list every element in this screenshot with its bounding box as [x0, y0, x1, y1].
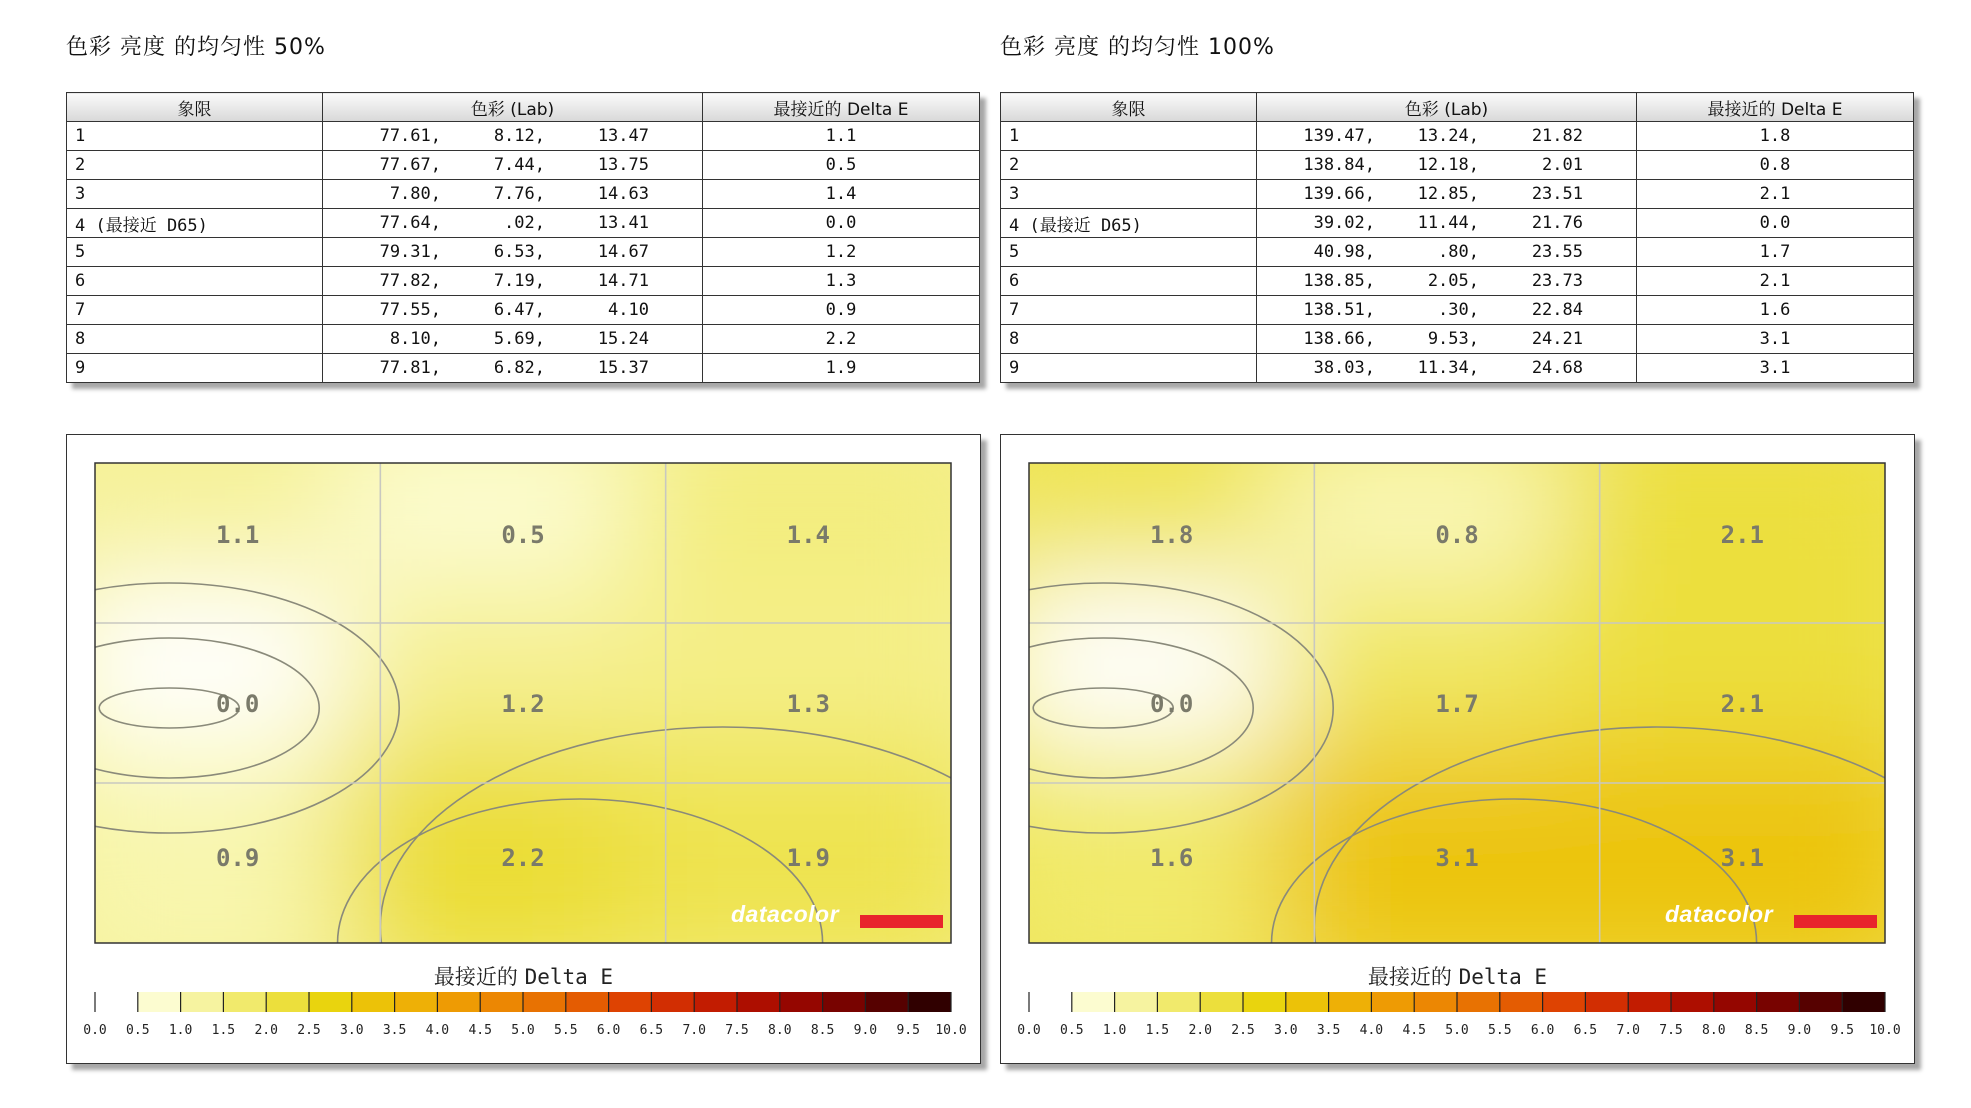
table-header-row [1001, 93, 1914, 122]
cell-value-label: 1.1 [215, 521, 260, 549]
legend-tick-label: 6.5 [1573, 1023, 1598, 1038]
table-row [1001, 180, 1914, 209]
lab-a: 2.05, [1427, 271, 1479, 291]
legend-swatch [1243, 992, 1286, 1012]
lab-b: 21.82 [1531, 126, 1583, 146]
panel-title-100: 色彩 亮度 的均匀性 100% [1000, 35, 1275, 60]
cell-quadrant: 4 (最接近 D65) [1001, 209, 1257, 238]
cell-lab [1257, 151, 1637, 180]
cell-delta-e: 1.4 [703, 180, 980, 209]
cell-quadrant: 8 [1001, 325, 1257, 354]
cell-lab [1257, 325, 1637, 354]
legend-colorbar [95, 992, 952, 1012]
cell-quadrant: 4 (最接近 D65) [67, 209, 323, 238]
cell-delta-e: 2.2 [703, 325, 980, 354]
lab-b: 23.73 [1531, 271, 1583, 291]
lab-b: 13.47 [597, 126, 649, 146]
lab-b: 15.24 [597, 329, 649, 349]
panel-title-50: 色彩 亮度 的均匀性 50% [66, 35, 326, 60]
cell-quadrant: 5 [67, 238, 323, 267]
datacolor-logo: datacolor [731, 901, 840, 927]
header-quadrant: 象限 [1001, 93, 1257, 122]
legend-tick-label: 0.5 [1060, 1023, 1084, 1038]
legend-swatch [1414, 992, 1457, 1012]
cell-quadrant: 6 [67, 267, 323, 296]
cell-quadrant: 1 [1001, 122, 1257, 151]
lab-b: 14.67 [597, 242, 649, 262]
cell-value-label: 2.2 [501, 844, 545, 872]
datacolor-logo-bar [860, 915, 943, 928]
lab-a: 9.53, [1427, 329, 1479, 349]
legend-swatch [780, 992, 823, 1012]
legend-swatch [309, 992, 352, 1012]
lab-b: 13.41 [597, 213, 649, 233]
lab-a: .02, [504, 213, 545, 233]
legend-tick-label: 5.5 [554, 1023, 578, 1038]
lab-l: 77.82, [379, 271, 441, 291]
cell-value-label: 0.5 [501, 521, 545, 549]
legend-tick-label: 9.5 [896, 1023, 920, 1038]
cell-value-label: 2.1 [1720, 690, 1765, 718]
legend-swatch [1585, 992, 1628, 1012]
legend-title-cn: 最接近的 [433, 965, 518, 989]
legend-swatch [1500, 992, 1543, 1012]
lab-a: 7.76, [493, 184, 545, 204]
cell-lab [323, 209, 703, 238]
cell-delta-e: 0.8 [1637, 151, 1914, 180]
heatmap-panel-50 [66, 434, 981, 1064]
legend-tick-label: 1.0 [168, 1023, 193, 1038]
lab-table-100 [1000, 92, 1914, 383]
cell-delta-e: 2.1 [1637, 180, 1914, 209]
table-row [67, 354, 980, 383]
header-quadrant: 象限 [67, 93, 323, 122]
table-row [67, 209, 980, 238]
cell-value-label: 1.6 [1149, 844, 1194, 872]
lab-l: 138.51, [1303, 300, 1375, 320]
heatmap-panel-100 [1000, 434, 1915, 1064]
lab-b: 15.37 [597, 358, 649, 378]
cell-lab [323, 180, 703, 209]
cell-value-label: 1.3 [786, 690, 831, 718]
legend-swatch [908, 992, 951, 1012]
table-row [67, 151, 980, 180]
cell-value-label: 3.1 [1720, 844, 1765, 872]
cell-delta-e: 1.3 [703, 267, 980, 296]
lab-l: 139.66, [1303, 184, 1375, 204]
lab-b: 14.71 [597, 271, 649, 291]
legend-tick-label: 3.0 [340, 1023, 364, 1038]
legend-tick-label: 1.5 [211, 1023, 236, 1038]
legend-tick-label: 0.0 [1017, 1023, 1041, 1038]
cell-quadrant: 5 [1001, 238, 1257, 267]
datacolor-logo-bar [1794, 915, 1877, 928]
table-header-row [67, 93, 980, 122]
legend-swatch [566, 992, 609, 1012]
cell-quadrant: 3 [67, 180, 323, 209]
legend-swatch [1115, 992, 1158, 1012]
legend-tick-label: 4.5 [1402, 1023, 1426, 1038]
legend-swatch [1457, 992, 1500, 1012]
lab-l: 8.10, [389, 329, 441, 349]
legend-tick-label: 10.0 [1869, 1023, 1901, 1038]
cell-lab [1257, 296, 1637, 325]
legend-tick-label: 3.0 [1274, 1023, 1298, 1038]
datacolor-logo: datacolor [1665, 901, 1774, 927]
legend-tick-label: 7.0 [1616, 1023, 1640, 1038]
header-lab: 色彩 (Lab) [1257, 93, 1637, 122]
legend-swatch [1029, 992, 1072, 1012]
legend-tick-label: 6.0 [1530, 1023, 1555, 1038]
legend-swatch [395, 992, 438, 1012]
legend-tick-label: 1.5 [1145, 1023, 1170, 1038]
cell-value-label: 0.8 [1435, 521, 1479, 549]
legend-swatch [823, 992, 866, 1012]
legend-swatch [1072, 992, 1115, 1012]
cell-delta-e: 0.0 [1637, 209, 1914, 238]
lab-table-50 [66, 92, 980, 383]
cell-lab [323, 238, 703, 267]
legend-swatch [523, 992, 566, 1012]
legend-tick-label: 4.0 [1359, 1023, 1384, 1038]
lab-l: 79.31, [379, 242, 441, 262]
cell-value-label: 1.9 [786, 844, 831, 872]
lab-l: 7.80, [389, 184, 441, 204]
legend-swatch [1628, 992, 1671, 1012]
lab-a: 11.44, [1417, 213, 1479, 233]
lab-a: 12.18, [1417, 155, 1479, 175]
legend-tick-label: 7.5 [1659, 1023, 1683, 1038]
legend-tick-label: 5.0 [1445, 1023, 1469, 1038]
legend-swatch [223, 992, 266, 1012]
legend-tick-label: 9.0 [1787, 1023, 1812, 1038]
lab-b: 24.21 [1531, 329, 1583, 349]
legend-tick-label: 0.5 [126, 1023, 150, 1038]
cell-delta-e: 2.1 [1637, 267, 1914, 296]
legend-tick-label: 7.5 [725, 1023, 749, 1038]
lab-a: .30, [1438, 300, 1479, 320]
header-delta-e: 最接近的 Delta E [703, 93, 980, 122]
lab-l: 39.02, [1313, 213, 1375, 233]
table-row [1001, 267, 1914, 296]
cell-delta-e: 0.9 [703, 296, 980, 325]
header-delta-e: 最接近的 Delta E [1637, 93, 1914, 122]
lab-a: 7.19, [493, 271, 545, 291]
legend-tick-label: 6.5 [639, 1023, 664, 1038]
legend-tick-label: 2.0 [1188, 1023, 1212, 1038]
legend-tick-label: 8.5 [1744, 1023, 1769, 1038]
legend-tick-label: 8.5 [810, 1023, 835, 1038]
table-row [1001, 325, 1914, 354]
cell-lab [323, 325, 703, 354]
legend-swatch [651, 992, 694, 1012]
legend-swatch [266, 992, 309, 1012]
cell-lab [1257, 209, 1637, 238]
table-row [67, 180, 980, 209]
cell-lab [323, 151, 703, 180]
legend-tick-label: 3.5 [1316, 1023, 1341, 1038]
lab-b: 21.76 [1531, 213, 1583, 233]
table-row [1001, 238, 1914, 267]
table-row [1001, 122, 1914, 151]
lab-l: 77.81, [379, 358, 441, 378]
cell-lab [1257, 180, 1637, 209]
legend-swatch [138, 992, 181, 1012]
legend-swatch [1757, 992, 1800, 1012]
cell-lab [323, 296, 703, 325]
table-row [67, 267, 980, 296]
legend-colorbar [1029, 992, 1886, 1012]
legend-tick-label: 3.5 [382, 1023, 407, 1038]
cell-lab [1257, 354, 1637, 383]
lab-l: 139.47, [1303, 126, 1375, 146]
legend-swatch [1543, 992, 1586, 1012]
cell-lab [323, 267, 703, 296]
legend-tick-label: 1.0 [1102, 1023, 1127, 1038]
table-row [1001, 209, 1914, 238]
legend-tick-label: 7.0 [682, 1023, 706, 1038]
cell-quadrant: 2 [67, 151, 323, 180]
cell-delta-e: 0.0 [703, 209, 980, 238]
legend-swatch [609, 992, 652, 1012]
cell-quadrant: 8 [67, 325, 323, 354]
lab-l: 38.03, [1313, 358, 1375, 378]
cell-value-label: 0.0 [215, 690, 260, 718]
legend-tick-label: 6.0 [596, 1023, 621, 1038]
lab-b: 2.01 [1542, 155, 1583, 175]
legend-swatch [1286, 992, 1329, 1012]
legend-title [1001, 961, 1914, 991]
table-row [67, 296, 980, 325]
lab-b: 4.10 [608, 300, 649, 320]
legend-title-en: Delta E [524, 965, 614, 989]
cell-delta-e: 1.8 [1637, 122, 1914, 151]
lab-a: 12.85, [1417, 184, 1479, 204]
cell-quadrant: 7 [1001, 296, 1257, 325]
cell-delta-e: 1.2 [703, 238, 980, 267]
lab-b: 23.55 [1531, 242, 1583, 262]
legend-tick-label: 2.5 [1231, 1023, 1255, 1038]
legend-swatch [694, 992, 737, 1012]
cell-value-label: 0.9 [215, 844, 260, 872]
cell-value-label: 1.7 [1435, 690, 1479, 718]
cell-value-label: 3.1 [1435, 844, 1479, 872]
table-row [1001, 151, 1914, 180]
legend-tick-label: 2.5 [297, 1023, 321, 1038]
cell-quadrant: 9 [67, 354, 323, 383]
legend-swatch [352, 992, 395, 1012]
legend-swatch [737, 992, 780, 1012]
cell-delta-e: 1.1 [703, 122, 980, 151]
cell-delta-e: 1.7 [1637, 238, 1914, 267]
legend-swatch [1799, 992, 1842, 1012]
legend-swatch [1157, 992, 1200, 1012]
table-row [67, 238, 980, 267]
cell-value-label: 1.8 [1149, 521, 1194, 549]
legend-swatch [1371, 992, 1414, 1012]
lab-a: 5.69, [493, 329, 545, 349]
legend-swatch [181, 992, 224, 1012]
lab-a: 13.24, [1417, 126, 1479, 146]
legend-tick-label: 9.0 [853, 1023, 878, 1038]
lab-l: 77.55, [379, 300, 441, 320]
legend-swatch [1842, 992, 1885, 1012]
lab-a: 8.12, [493, 126, 545, 146]
lab-l: 138.66, [1303, 329, 1375, 349]
cell-lab [1257, 122, 1637, 151]
table-row [1001, 296, 1914, 325]
lab-a: 11.34, [1417, 358, 1479, 378]
lab-b: 24.68 [1531, 358, 1583, 378]
lab-a: 6.53, [493, 242, 545, 262]
legend-swatch [865, 992, 908, 1012]
legend-tick-label: 9.5 [1830, 1023, 1854, 1038]
legend-swatch [437, 992, 480, 1012]
cell-quadrant: 1 [67, 122, 323, 151]
legend-swatch [1200, 992, 1243, 1012]
lab-l: 138.85, [1303, 271, 1375, 291]
legend-title-en: Delta E [1458, 965, 1548, 989]
cell-delta-e: 0.5 [703, 151, 980, 180]
legend-title [67, 961, 980, 991]
cell-lab [323, 122, 703, 151]
cell-quadrant: 9 [1001, 354, 1257, 383]
header-lab: 色彩 (Lab) [323, 93, 703, 122]
legend-tick-label: 8.0 [1702, 1023, 1726, 1038]
lab-l: 77.64, [379, 213, 441, 233]
cell-delta-e: 3.1 [1637, 354, 1914, 383]
legend-tick-label: 2.0 [254, 1023, 278, 1038]
legend-swatch [1714, 992, 1757, 1012]
cell-lab [1257, 267, 1637, 296]
cell-lab [1257, 238, 1637, 267]
table-row [1001, 354, 1914, 383]
lab-b: 22.84 [1531, 300, 1583, 320]
legend-tick-label: 10.0 [935, 1023, 967, 1038]
cell-quadrant: 2 [1001, 151, 1257, 180]
cell-value-label: 2.1 [1720, 521, 1765, 549]
lab-a: .80, [1438, 242, 1479, 262]
cell-delta-e: 1.6 [1637, 296, 1914, 325]
legend-swatch [480, 992, 523, 1012]
legend-tick-label: 8.0 [768, 1023, 792, 1038]
lab-l: 138.84, [1303, 155, 1375, 175]
table-row [67, 122, 980, 151]
legend-tick-label: 5.0 [511, 1023, 535, 1038]
lab-a: 6.82, [493, 358, 545, 378]
table-row [67, 325, 980, 354]
lab-a: 6.47, [493, 300, 545, 320]
legend-swatch [95, 992, 138, 1012]
cell-quadrant: 6 [1001, 267, 1257, 296]
cell-quadrant: 3 [1001, 180, 1257, 209]
legend-tick-label: 4.5 [468, 1023, 492, 1038]
lab-b: 13.75 [597, 155, 649, 175]
cell-delta-e: 1.9 [703, 354, 980, 383]
legend-swatch [1329, 992, 1372, 1012]
lab-l: 77.67, [379, 155, 441, 175]
cell-quadrant: 7 [67, 296, 323, 325]
legend-tick-label: 0.0 [83, 1023, 107, 1038]
legend-swatch [1671, 992, 1714, 1012]
lab-b: 14.63 [597, 184, 649, 204]
legend-tick-label: 4.0 [425, 1023, 450, 1038]
cell-value-label: 0.0 [1149, 690, 1194, 718]
lab-l: 40.98, [1313, 242, 1375, 262]
lab-a: 7.44, [493, 155, 545, 175]
cell-delta-e: 3.1 [1637, 325, 1914, 354]
legend-tick-label: 5.5 [1488, 1023, 1512, 1038]
cell-lab [323, 354, 703, 383]
cell-value-label: 1.4 [786, 521, 831, 549]
lab-b: 23.51 [1531, 184, 1583, 204]
legend-title-cn: 最接近的 [1367, 965, 1452, 989]
lab-l: 77.61, [379, 126, 441, 146]
cell-value-label: 1.2 [501, 690, 545, 718]
